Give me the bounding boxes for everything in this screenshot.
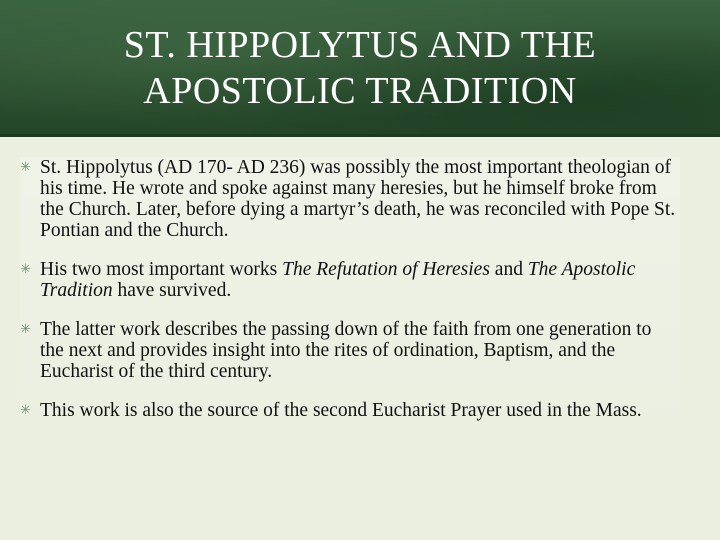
bullet-text-1: St. Hippolytus (AD 170- AD 236) was possibly the most important theologian of his time. He wrote and spoke against many heresies, but he himself broke from the Church. Later, before dying a martyr’s death, he was reconciled with Pope St. Pontian and the Church. [40,157,676,241]
bullet-list [20,157,680,421]
bullet-text-2a: His two most important works [40,259,283,280]
bullet-item-4 [20,400,680,421]
asterisk-bullet-icon: ✳ [20,402,31,417]
slide-title-line-2: APOSTOLIC TRADITION [143,70,577,112]
slide-title-line-1: ST. HIPPOLYTUS AND THE [123,24,597,66]
work-title-apostolic-tradition: The Apostolic Tradition [40,259,636,301]
bullet-text-2b: and [489,259,528,280]
bullet-item-1 [20,157,680,241]
asterisk-bullet-icon: ✳ [20,321,31,336]
bullet-item-3 [20,319,680,382]
asterisk-bullet-icon: ✳ [20,159,31,174]
slide-title [0,22,720,114]
bullet-text-2c: have survived. [112,280,232,301]
bullet-text-4: This work is also the source of the second Eucharist Prayer used in the Mass. [40,400,642,421]
work-title-refutation: The Refutation of Heresies [282,259,490,280]
bullet-item-2 [20,259,680,301]
title-banner [0,0,720,137]
asterisk-bullet-icon: ✳ [20,261,31,276]
slide-body [20,157,680,439]
bullet-text-3: The latter work describes the passing down of the faith from one generation to the next and provides insight into the rites of ordination, Baptism, and the Eucharist of the third century. [40,319,652,382]
